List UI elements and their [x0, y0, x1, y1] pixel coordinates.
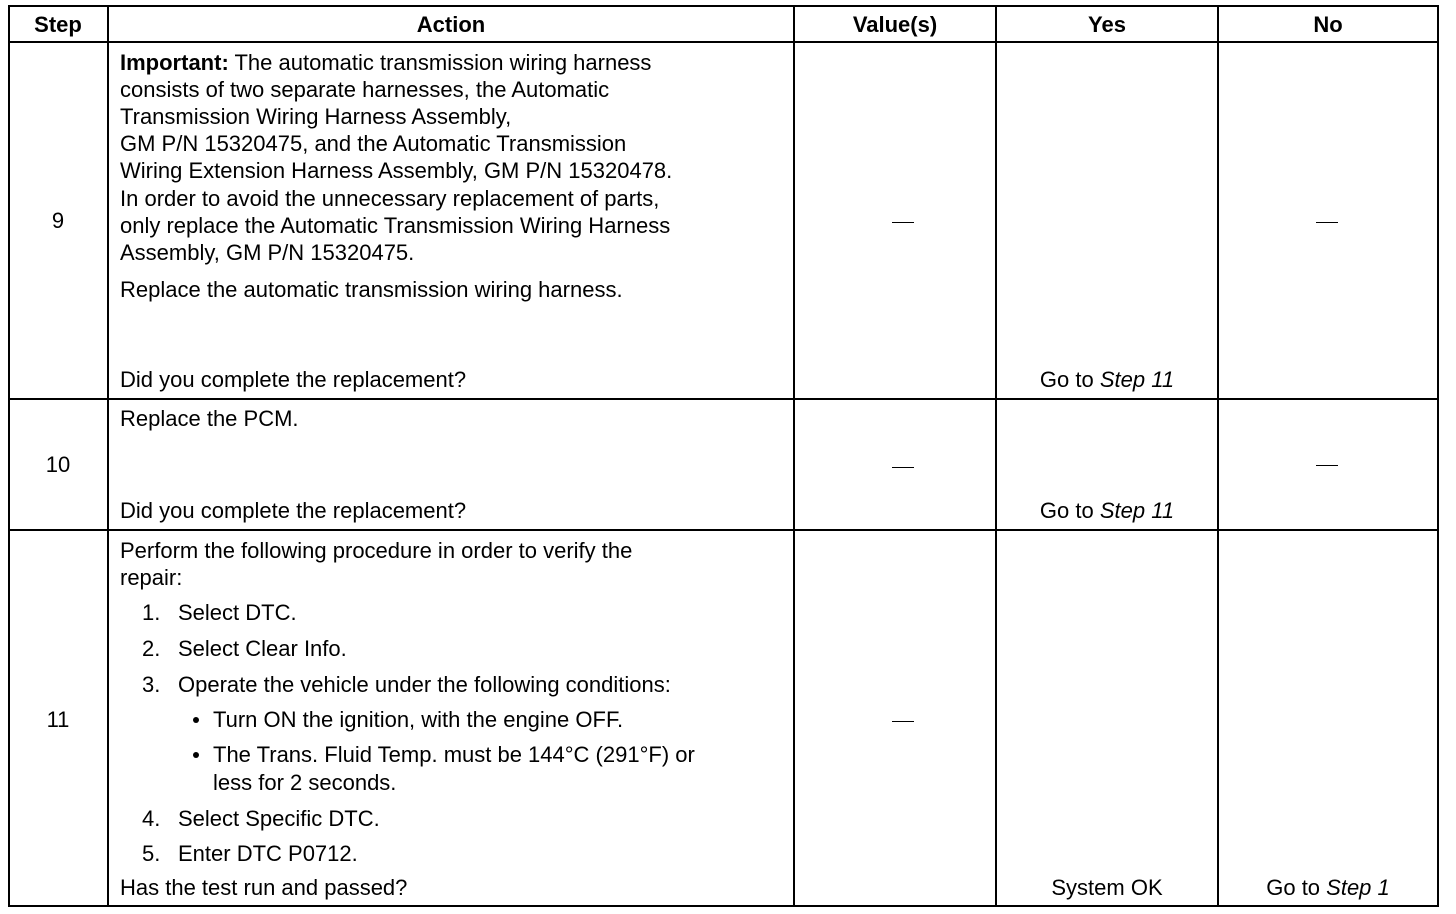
row9-instruction: Replace the automatic transmission wiring harness.	[120, 277, 623, 302]
list-item-1: Select DTC.	[178, 600, 297, 625]
list-item-3-num: 3.	[142, 672, 161, 697]
bullet-dot-2	[193, 752, 199, 758]
row9-yes-link[interactable]	[996, 366, 1218, 393]
row10-instruction: Replace the PCM.	[120, 406, 299, 431]
important-note-line-7: only replace the Automatic Transmission Wiring Harness	[120, 213, 671, 238]
list-item-3: Operate the vehicle under the following conditions:	[178, 672, 671, 697]
row10-question: Did you complete the replacement?	[120, 498, 467, 523]
step-number-11: 11	[46, 707, 70, 732]
header-values: Value(s)	[852, 12, 938, 37]
bullet-1-line-1: Turn ON the ignition, with the engine OFF.	[213, 707, 624, 732]
important-note-line-6: In order to avoid the unnecessary replacement of parts,	[120, 186, 660, 211]
table-border-bottom	[8, 905, 1439, 907]
row9-yes-prefix: Go to	[1039, 367, 1100, 392]
step-number-10: 10	[45, 452, 71, 477]
header-no: No	[1313, 12, 1343, 37]
row11-no-link[interactable]	[1218, 874, 1438, 901]
col-divider-action	[793, 5, 795, 907]
table-border-top	[8, 5, 1439, 7]
row9-value-dash	[892, 222, 914, 223]
row11-value-dash	[892, 721, 914, 722]
row11-no-prefix: Go to	[1266, 875, 1327, 900]
col-divider-values	[995, 5, 997, 907]
list-item-5-num: 5.	[142, 841, 161, 866]
list-item-5: Enter DTC P0712.	[178, 841, 358, 866]
list-item-4-num: 4.	[142, 806, 161, 831]
diagnostic-table	[8, 5, 1439, 907]
row9-no-dash	[1316, 222, 1338, 223]
important-note-line-2: consists of two separate harnesses, the Automatic	[120, 77, 610, 102]
row10-value-dash	[892, 467, 914, 468]
row10-yes-link[interactable]	[996, 497, 1218, 524]
row10-yes-prefix: Go to	[1039, 498, 1100, 523]
row10-no-dash	[1316, 465, 1338, 466]
list-item-2: Select Clear Info.	[178, 636, 347, 661]
table-border-right	[1437, 5, 1439, 907]
header-yes: Yes	[1088, 12, 1126, 37]
list-item-2-num: 2.	[142, 636, 161, 661]
col-divider-yes	[1217, 5, 1219, 907]
row11-intro-line-2: repair:	[120, 565, 183, 590]
important-note-line-1	[120, 49, 651, 76]
bullet-2-line-2: less for 2 seconds.	[213, 770, 397, 795]
row-divider-9	[8, 398, 1439, 400]
bullet-dot-1	[193, 717, 199, 723]
header-step: Step	[34, 12, 82, 37]
row11-no-step: Step 1	[1326, 875, 1390, 900]
row11-yes-result: System OK	[1051, 875, 1163, 900]
row9-yes-step: Step 11	[1099, 367, 1175, 392]
row10-yes-step: Step 11	[1099, 498, 1175, 523]
bullet-2-line-1: The Trans. Fluid Temp. must be 144°C (291°F) or	[213, 742, 695, 767]
important-label: Important:	[120, 50, 229, 75]
header-action: Action	[416, 12, 486, 37]
row11-question: Has the test run and passed?	[120, 875, 408, 900]
important-note-line-8: Assembly, GM P/N 15320475.	[120, 240, 415, 265]
important-note-line-5: Wiring Extension Harness Assembly, GM P/N 15320478.	[120, 158, 673, 183]
row11-intro-line-1: Perform the following procedure in order to verify the	[120, 538, 633, 563]
row9-question: Did you complete the replacement?	[120, 367, 467, 392]
important-note-line-4: GM P/N 15320475, and the Automatic Transmission	[120, 131, 627, 156]
row-divider-10	[8, 529, 1439, 531]
important-note-line-3: Transmission Wiring Harness Assembly,	[120, 104, 512, 129]
important-line-text: The automatic transmission wiring harness	[228, 50, 652, 75]
list-item-4: Select Specific DTC.	[178, 806, 380, 831]
list-item-1-num: 1.	[142, 600, 161, 625]
step-number-9: 9	[51, 208, 65, 233]
header-divider	[8, 41, 1439, 43]
